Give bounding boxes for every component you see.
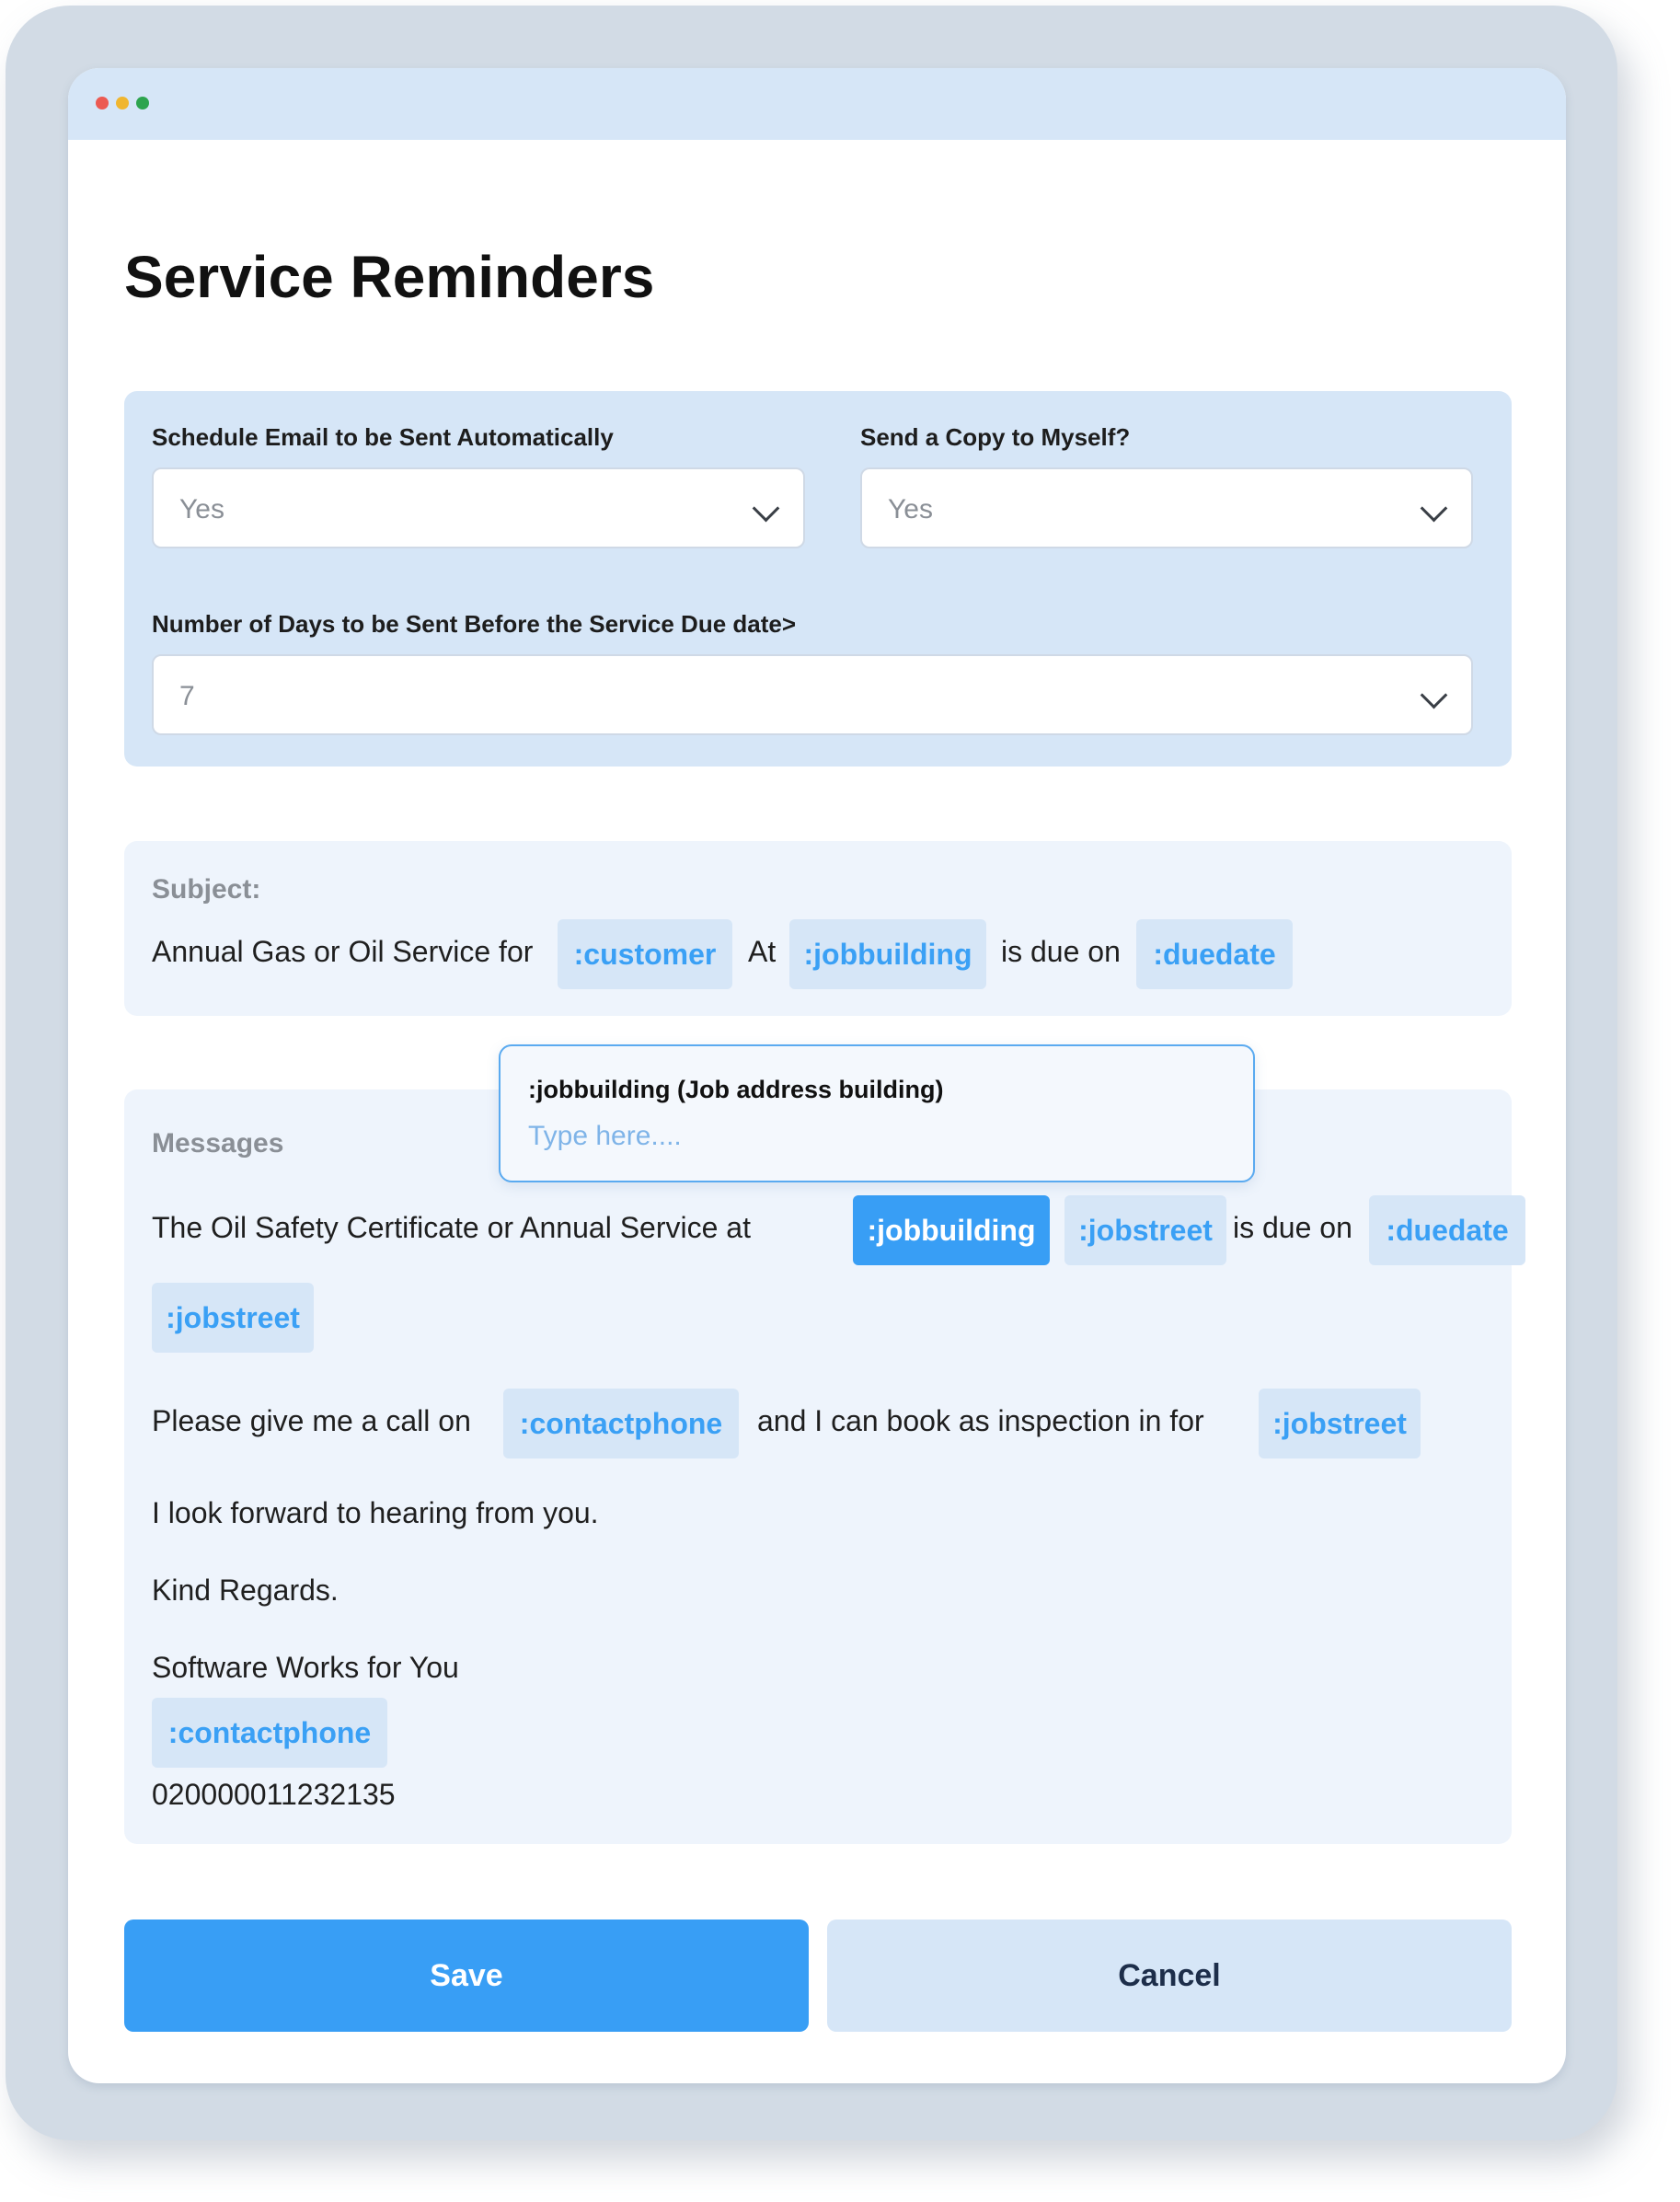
subject-text: is due on <box>1001 935 1121 968</box>
message-text: and I can book as inspection in for <box>757 1404 1204 1437</box>
message-tag-jobstreet[interactable]: :jobstreet <box>1064 1195 1226 1265</box>
subject-tag-customer[interactable]: :customer <box>558 919 732 989</box>
schedule-email-select[interactable] <box>152 467 805 548</box>
subject-text: At <box>748 935 777 968</box>
message-text: 020000011232135 <box>152 1778 396 1811</box>
subject-tag-duedate[interactable]: :duedate <box>1136 919 1293 989</box>
schedule-email-label: Schedule Email to be Sent Automatically <box>152 423 614 451</box>
message-text: I look forward to hearing from you. <box>152 1496 599 1529</box>
chevron-down-icon <box>1421 495 1448 523</box>
title-bar <box>68 68 1566 140</box>
message-text: Software Works for You <box>152 1651 459 1684</box>
cancel-button[interactable]: Cancel <box>827 1920 1512 2032</box>
message-tag-jobstreet[interactable]: :jobstreet <box>152 1283 314 1353</box>
schedule-settings-panel <box>124 391 1512 767</box>
chevron-down-icon <box>1421 682 1448 709</box>
subject-panel <box>124 841 1512 1016</box>
message-text: The Oil Safety Certificate or Annual Service at <box>152 1211 751 1244</box>
message-text: is due on <box>1233 1211 1352 1244</box>
popup-title: :jobbuilding (Job address building) <box>528 1076 944 1103</box>
app-window <box>68 68 1566 2083</box>
chevron-down-icon <box>753 495 780 523</box>
message-tag-jobstreet[interactable]: :jobstreet <box>1259 1389 1421 1458</box>
minimize-window-dot-icon[interactable] <box>116 97 129 110</box>
close-window-dot-icon[interactable] <box>96 97 109 110</box>
send-copy-label: Send a Copy to Myself? <box>860 423 1131 451</box>
message-tag-jobbuilding-selected[interactable]: :jobbuilding <box>853 1195 1050 1265</box>
page-title: Service Reminders <box>124 244 655 310</box>
schedule-email-value: Yes <box>179 494 224 525</box>
message-tag-duedate[interactable]: :duedate <box>1369 1195 1525 1265</box>
messages-panel <box>124 1089 1512 1844</box>
subject-text: Annual Gas or Oil Service for <box>152 935 534 968</box>
messages-label: Messages <box>152 1128 284 1159</box>
days-before-select[interactable] <box>152 654 1473 735</box>
message-tag-contactphone[interactable]: :contactphone <box>503 1389 739 1458</box>
maximize-window-dot-icon[interactable] <box>136 97 149 110</box>
send-copy-select[interactable] <box>860 467 1473 548</box>
subject-label: Subject: <box>152 874 261 905</box>
days-before-label: Number of Days to be Sent Before the Service Due date> <box>152 610 797 638</box>
device-frame <box>6 6 1617 2140</box>
days-before-value: 7 <box>179 681 195 711</box>
message-tag-contactphone[interactable]: :contactphone <box>152 1698 387 1768</box>
message-text: Please give me a call on <box>152 1404 471 1437</box>
save-button[interactable]: Save <box>124 1920 809 2032</box>
tag-value-input[interactable] <box>528 1118 1209 1155</box>
send-copy-value: Yes <box>888 494 933 525</box>
message-text: Kind Regards. <box>152 1574 339 1607</box>
tag-edit-popup <box>499 1044 1255 1182</box>
subject-tag-jobbuilding[interactable]: :jobbuilding <box>789 919 986 989</box>
